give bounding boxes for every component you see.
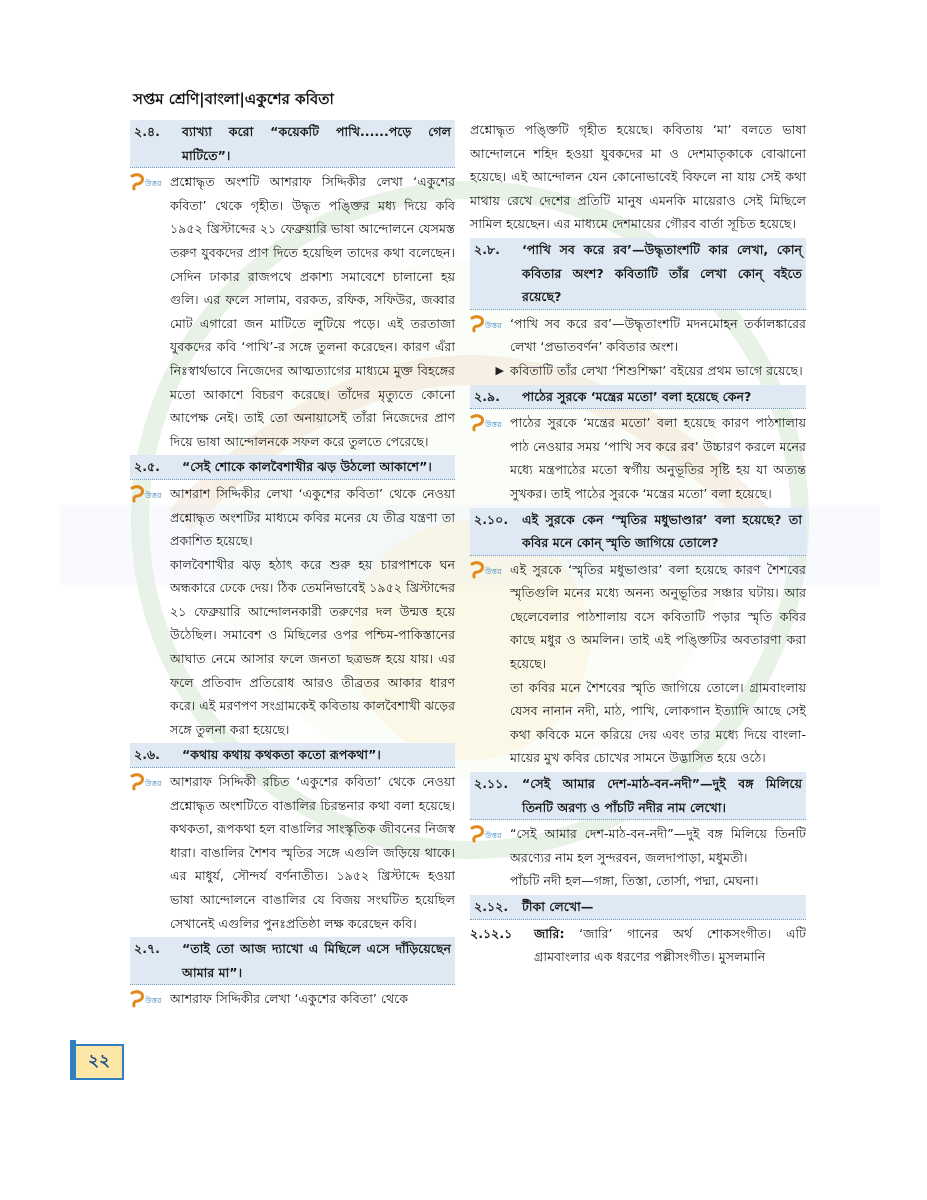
svg-text:উত্তর: উত্তর [485, 420, 502, 430]
answer-marker [470, 822, 510, 852]
question-text: এই সুরকে কেন ‘স্মৃতির মধুভাণ্ডার’ বলা হয়েছে? তা কবির মনে কোন্ স্মৃতি জাগিয়ে তোলে? [522, 511, 802, 551]
answer-marker [130, 770, 170, 800]
sub-answer-body [534, 922, 806, 969]
answer-marker [130, 987, 170, 1017]
answer-paragraph: প্রশ্নোদ্ধৃত পঙ্ক্তিটি গৃহীত হয়েছে। কবিতায় ‘মা’ বলতে ভাষা আন্দোলনে শহিদ হওয়া যুবকদের মা ও দেশমাতৃকাকে বোঝানো হয়েছে। এই আন্দোলন যেন কোনোভাবেই বিফলে না যায় সেই কথা মাথায় রেখে দেশের প্রতিটি মানুষ এমনকি মায়েরাও সেই মিছিলে সামিল হয়েছেন। এর মাধ্যমে দেশমায়ের গৌরব বার্তা সূচিত হয়েছে। [470, 122, 806, 232]
header-subject: বাংলা [204, 90, 240, 108]
answer-badge-icon [470, 824, 504, 844]
header-chapter: একুশের কবিতা [244, 90, 334, 108]
page-number: ২২ [76, 1044, 124, 1080]
question-2-12 [470, 895, 806, 920]
term: জারি: [534, 925, 565, 941]
answer-marker [470, 312, 510, 342]
answer-bullet [470, 359, 806, 383]
answer-marker [130, 482, 170, 512]
left-column [130, 118, 455, 1017]
question-2-7 [130, 937, 455, 985]
answer-badge-icon [130, 989, 164, 1009]
question-number: ২.৮. [474, 241, 500, 257]
question-text: ব্যাখ্যা করো “কয়েকটি পাখি......পড়ে গেল মাটিতে”। [182, 124, 451, 163]
question-number: ২.৯. [474, 388, 500, 404]
question-number: ২.৫. [134, 459, 160, 475]
svg-text:উত্তর: উত্তর [485, 566, 502, 576]
answer-text: পাঠের সুরকে ‘মন্ত্রের মতো’ বলা হয়েছে কারণ পাঠশালায় পাঠ নেওয়ার সময় ‘পাখি সব করে রব’ উচ্চারণ করলে মনের মধ্যে মন্ত্রপাঠের মতো স্বর্গীয় অনুভূতির সৃষ্টি হয় যা অত্যন্ত সুখকর। তাই পাঠের সুরকে ‘মন্ত্রের মতো’ বলা হয়েছে। [510, 415, 806, 501]
answer-badge-icon [130, 172, 164, 192]
term-definition: ‘জারি’ গানের অর্থ শোকসংগীত। এটি গ্রামবাংলার এক ধরণের পল্লীসংগীত। মুসলমানি [534, 925, 806, 965]
svg-text:উত্তর: উত্তর [145, 179, 162, 189]
sub-number: ২.১২.১ [470, 925, 513, 941]
question-number: ২.১২. [474, 899, 509, 914]
header-separator: | [199, 90, 205, 108]
question-2-5 [130, 455, 455, 480]
svg-text:উত্তর: উত্তর [485, 320, 502, 330]
question-number: ২.৬. [134, 747, 160, 763]
answer-text: “সেই আমার দেশ-মাঠ-বন-নদী”—দুই বঙ্গ মিলিয়ে তিনটি অরণ্যের নাম হল সুন্দরবন, জলদাপাড়া, মধুমতী। [510, 826, 806, 865]
answer-2-6 [130, 770, 455, 935]
question-2-9 [470, 385, 806, 410]
question-2-4 [130, 120, 455, 168]
answer-2-10 [470, 558, 806, 676]
question-text: “কথায় কথায় কথকতা কতো রূপকথা”। [182, 747, 381, 763]
bullet-text: কবিতাটি তাঁর লেখা ‘শিশুশিক্ষা’ বইয়ের প্রথম ভাগে রয়েছে। [510, 362, 803, 378]
svg-text:উত্তর: উত্তর [145, 490, 162, 500]
header-separator: | [239, 90, 245, 108]
answer-badge-icon [130, 772, 164, 792]
answer-2-4 [130, 170, 455, 453]
answer-marker [470, 411, 510, 441]
answer-2-7 [130, 987, 455, 1017]
svg-text:উত্তর: উত্তর [145, 996, 162, 1006]
answer-badge-icon [130, 484, 164, 504]
answer-badge-icon [470, 560, 504, 580]
svg-text:উত্তর: উত্তর [145, 779, 162, 789]
answer-text: প্রশ্নোদ্ধৃত অংশটি আশরাফ সিদ্দিকীর লেখা ‘একুশের কবিতা’ থেকে গৃহীত। উদ্ধৃত পঙ্ক্তির মধ্য দিয়ে কবি ১৯৫২ খ্রিস্টাব্দের ২১ ফেব্রুয়ারি ভাষা আন্দোলনে যেসমস্ত তরুণ যুবকদের প্রাণ দিতে হয়েছিল তাদের কথা বলেছেন। সেদিন ঢাকার রাজপথে প্রকাশ্য সমাবেশে চালানো হয় গুলি। এর ফলে সালাম, বরকত, রফিক, সফিউর, জব্বার মোট এগারো জন মাটিতে লুটিয়ে পড়ে। এই তরতাজা যুবকদের কবি ‘পাখি’-র সঙ্গে তুলনা করেছেন। কারণ এঁরা নিঃস্বার্থভাবে নিজেদের আত্মত্যাগের মাধ্যমে মুক্ত বিহঙ্গের মতো আকাশে বিচরণ করেছে। তাঁদের মৃত্যুতে কোনো আপেক্ষ নেই। তাই তো অনায়াসেই তাঁরা নিজেদের প্রাণ দিয়ে ভাষা আন্দোলনকে সফল করে তুলতে পেরেছে। [170, 174, 455, 449]
question-number: ২.১০. [474, 511, 509, 527]
question-number: ২.৪. [134, 124, 160, 139]
question-2-6 [130, 743, 455, 768]
question-text: “সেই শোকে কালবৈশাখীর ঝড় উঠলো আকাশে”। [182, 459, 432, 475]
answer-text: আশরাফ সিদ্দিকীর লেখা ‘একুশের কবিতা’ থেকে [170, 991, 409, 1007]
question-text: “সেই আমার দেশ-মাঠ-বন-নদী”—দুই বঙ্গ মিলিয়ে তিনটি অরণ্য ও পাঁচটি নদীর নাম লেখো। [522, 776, 802, 815]
answer-paragraph: তা কবির মনে শৈশবের স্মৃতি জাগিয়ে তোলে। গ্রামবাংলায় যেসব নানান নদী, মাঠ, পাখি, লোকগান ইত্যাদি আছে সেই কথা কবিকে মনে করিয়ে দেয় এবং তার মধ্যে দিয়ে বাংলা-মায়ের মুখ কবির চোখের সামনে উদ্ভাসিত হয়ে ওঠে। [510, 679, 806, 766]
answer-paragraph: পাঁচটি নদী হল—গঙ্গা, তিস্তা, তোর্সা, পদ্মা, মেঘনা। [510, 873, 759, 889]
answer-text: ‘পাখি সব করে রব’—উদ্ধৃতাংশটি মদনমোহন তর্কালঙ্কারের লেখা ‘প্রভাতবর্ণন’ কবিতার অংশ। [510, 315, 806, 355]
answer-text: আশরাশ সিদ্দিকীর লেখা ‘একুশের কবিতা’ থেকে নেওয়া প্রশ্নোদ্ধৃত অংশটির মাধ্যমে কবির মনের যে তীব্র যন্ত্রণা তা প্রকাশিত হয়েছে। [170, 485, 455, 549]
right-column [470, 118, 806, 969]
answer-2-8 [470, 312, 806, 359]
answer-marker [130, 170, 170, 200]
answer-2-5 [130, 482, 455, 553]
answer-text: এই সুরকে ‘স্মৃতির মধুভাণ্ডার’ বলা হয়েছে কারণ শৈশবের স্মৃতিগুলি মনের মধ্যে অনন্য অনুভূতির সঞ্চার ঘটায়। আর ছেলেবেলার পাঠশালায় বসে কবিতাটি পড়ার স্মৃতি কবির কাছে মধুর ও অমলিন। তাই এই পঙ্ক্তিটির অবতারণা করা হয়েছে। [510, 561, 806, 672]
running-header [133, 88, 334, 113]
answer-paragraph: কালবৈশাখীর ঝড় হঠাৎ করে শুরু হয় চারপাশকে ঘন অন্ধকারে ঢেকে দেয়। ঠিক তেমনিভাবেই ১৯৫২ খ্রিস্টাব্দের ২১ ফেব্রুয়ারি আন্দোলনকারী তরুণের দল উন্মত্ত হয়ে উঠেছিল। সমাবেশ ও মিছিলের ওপর পশ্চিম-পাকিস্তানের আঘাত নেমে আসার ফলে জনতা ছত্রভঙ্গ হয়ে যায়। এর ফলে প্রতিবাদ প্রতিরোধ আরও তীব্রতর আকার ধারণ করে। এই মরণপণ সংগ্রামকেই কবিতায় কালবৈশাখী ঝড়ের সঙ্গে তুলনা করা হয়েছে। [170, 556, 455, 737]
answer-2-11 [470, 822, 806, 869]
triangle-bullet-icon: ▶ [495, 363, 504, 377]
question-text: “তাই তো আজ দ্যাখো এ মিছিলে এসে দাঁড়িয়েছেন আমার মা”। [182, 941, 451, 980]
question-2-8 [470, 238, 806, 310]
question-text: পাঠের সুরকে ‘মন্ত্রের মতো’ বলা হয়েছে কেন? [522, 388, 752, 404]
svg-text:উত্তর: উত্তর [485, 831, 502, 841]
question-text: ‘পাখি সব করে রব’—উদ্ধৃতাংশটি কার লেখা, কোন্ কবিতার অংশ? কবিতাটি তাঁর লেখা কোন্ বইতে রয়েছে? [522, 241, 802, 305]
question-2-11 [470, 772, 806, 820]
answer-badge-icon [470, 314, 504, 334]
header-class: সপ্তম শ্রেণি [133, 90, 200, 108]
answer-2-9 [470, 411, 806, 505]
question-text: টীকা লেখো— [522, 899, 594, 914]
answer-badge-icon [470, 413, 504, 433]
question-number: ২.১১. [474, 776, 509, 792]
answer-text: আশরাফ সিদ্দিকী রচিত ‘একুশের কবিতা’ থেকে নেওয়া প্রশ্নোদ্ধৃত অংশটিতে বাঙালির চিরন্তনার কথা বলা হয়েছে। কথকতা, রূপকথা হল বাঙালির সাংস্কৃতিক জীবনের নিজস্ব ধারা। বাঙালির শৈশব স্মৃতির সঙ্গে এগুলি জড়িয়ে থাকে। এর মাধুর্য, সৌন্দর্য বর্ণনাতীত। ১৯৫২ খ্রিস্টাব্দে হওয়া ভাষা আন্দোলনে বাঙালির যে বিজয় সংঘটিত হয়েছিল সেখানেই এগুলির পুনঃপ্রতিষ্ঠা লক্ষ করেছেন কবি। [170, 774, 455, 931]
question-2-10 [470, 508, 806, 556]
question-number: ২.৭. [134, 941, 160, 957]
answer-marker [470, 558, 510, 588]
sub-answer-2-12-1 [470, 922, 806, 969]
